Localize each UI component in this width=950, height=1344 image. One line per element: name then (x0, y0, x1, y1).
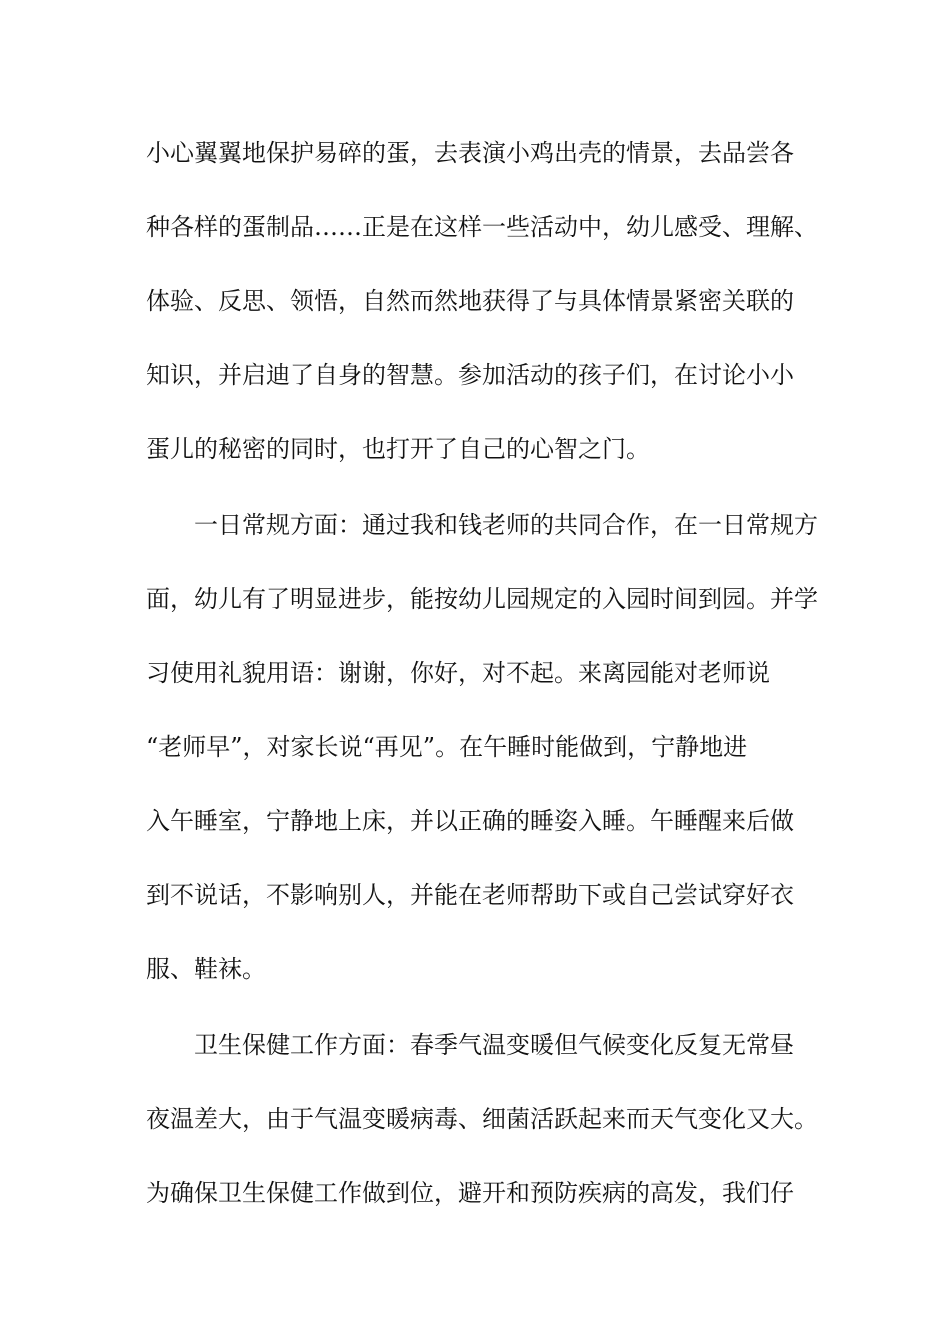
paragraph-start-line: 一日常规方面：通过我和钱老师的共同合作，在一日常规方 (194, 511, 818, 539)
text-line: 为确保卫生保健工作做到位，避开和预防疾病的高发，我们仔 (146, 1179, 794, 1207)
text-line: 到不说话，不影响别人，并能在老师帮助下或自己尝试穿好衣 (146, 881, 794, 909)
text-line: 种各样的蛋制品……正是在这样一些活动中，幼儿感受、理解、 (146, 213, 818, 241)
paragraph-start-line: 卫生保健工作方面：春季气温变暖但气候变化反复无常昼 (194, 1031, 794, 1059)
text-line: 习使用礼貌用语：谢谢，你好，对不起。来离园能对老师说 (146, 659, 770, 687)
text-line: 夜温差大，由于气温变暖病毒、细菌活跃起来而天气变化又大。 (146, 1105, 818, 1133)
text-line: 服、鞋袜。 (146, 955, 266, 983)
text-line: 入午睡室，宁静地上床，并以正确的睡姿入睡。午睡醒来后做 (146, 807, 794, 835)
text-line: 蛋儿的秘密的同时，也打开了自己的心智之门。 (146, 435, 650, 463)
text-line: 小心翼翼地保护易碎的蛋，去表演小鸡出壳的情景，去品尝各 (146, 139, 794, 167)
text-line: “老师早”，对家长说“再见”。在午睡时能做到，宁静地进 (146, 733, 748, 761)
text-line: 知识，并启迪了自身的智慧。参加活动的孩子们，在讨论小小 (146, 361, 794, 389)
text-line: 体验、反思、领悟，自然而然地获得了与具体情景紧密关联的 (146, 287, 794, 315)
text-line: 面，幼儿有了明显进步，能按幼儿园规定的入园时间到园。并学 (146, 585, 818, 613)
